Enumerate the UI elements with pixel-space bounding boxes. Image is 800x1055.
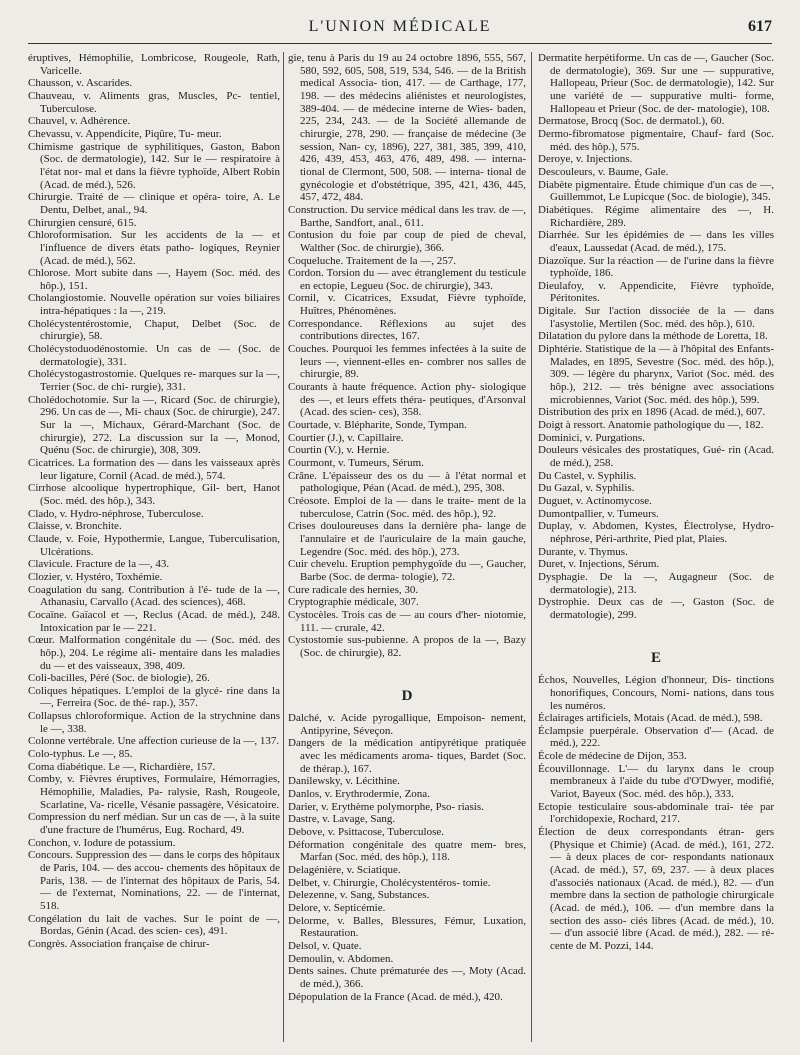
index-entry: Conchon, v. Iodure de potassium. — [28, 836, 176, 849]
index-entry: Cholécystogastrostomie. Quelques re- marques sur la —, Terrier (Soc. de chi- rurgie), 331. — [28, 368, 280, 394]
column-divider — [531, 52, 532, 1042]
index-entry: Crâne. L'épaisseur des os du — à l'état normal et pathologique, Péan (Acad. de méd.), 295, 308. — [288, 469, 526, 495]
index-entry: Dermatite herpétiforme. Un cas de —, Gaucher (Soc. de dermatologie), 369. Sur une — suppurative, Hallopeau, Prieur (Soc. de dermatologie), 142. Sur une variété de — suppurative multi- forme, Hallopeau et Prieur (Soc. de der- matologie), 108. — [538, 52, 774, 115]
index-entry: Correspondance. Réflexions au sujet des contributions directes, 167. — [288, 317, 526, 343]
index-entry: Darier, v. Erythème polymorphe, Pso- riasis. — [288, 800, 484, 813]
index-entry: Coma diabétique. Le —, Richardière, 157. — [28, 760, 216, 773]
index-entry: Diphtérie. Statistique de la — à l'hôpital des Enfants-Malades, en 1895, Sevestre (Soc. méd. des hôp.), 309. — légère du pharynx, Variot (Soc. méd. des hôp.), 212. — très bénigne avec associations microbiennes, Variot (Soc. méd. des hôp.), 599. — [538, 343, 774, 406]
index-entry: Cirrhose alcoolique hypertrophique, Gil- bert, Hanot (Soc. méd. des hôp.), 343. — [28, 482, 280, 507]
index-column-3 — [538, 52, 774, 953]
index-entry: Élection de deux correspondants étran- gers (Physique et Chimie) (Acad. de méd.), 161, 272. — à deux places de cor- respondants nationaux (Acad. de méd.), 57, 69, 237. — à deux places d'associés nationaux (Acad. de méd.), 82. — d'un membre dans la section de pathologie chirurgicale (Acad. de méd.), 106. — d'un membre dans la section des asso- ciés libres (Acad. de méd.), 10. — d'un associé libre (Acad. de méd.), 282. — ré- cente de M. Pozzi, 144. — [538, 826, 774, 952]
index-entry: Courmont, v. Tumeurs, Sérum. — [288, 457, 424, 469]
index-entry: Ectopie testiculaire sous-abdominale trai- tée par l'orchidopexie, Rochard, 217. — [538, 800, 774, 826]
index-entry: Dilatation du pylore dans la méthode de Loretta, 18. — [538, 330, 768, 343]
index-entry: Claude, v. Foie, Hypothermie, Langue, Tuberculisation, Ulcérations. — [28, 532, 280, 558]
index-entry: Descouleurs, v. Baume, Gale. — [538, 165, 669, 178]
index-entry: Courtier (J.), v. Capillaire. — [288, 431, 404, 444]
index-entry: Danilewsky, v. Lécithine. — [288, 775, 400, 788]
index-entry: Crises douloureuses dans la dernière pha- lange de l'annulaire et de l'auriculaire de la main gauche, Legendre (Soc. méd. des hôp.), 273. — [288, 520, 526, 558]
index-entry: Duplay, v. Abdomen, Kystes, Électrolyse, Hydro-néphrose, Péri-arthrite, Pied plat, Plaies. — [538, 520, 774, 545]
index-entry: Chirurgie. Traité de — clinique et opéra- toire, A. Le Dentu, Delbet, anal., 94. — [28, 191, 280, 216]
section-letter-e: E — [650, 649, 661, 666]
index-entry: Contusion du foie par coup de pied de cheval, Walther (Soc. de chirurgie), 366. — [288, 229, 526, 254]
index-entry: Courtin (V.), v. Hernie. — [288, 444, 390, 457]
index-entry: Courants à haute fréquence. Action phy- siologique des —, et leurs effets théra- peutiques, d'Arsonval (Acad. des scien- ces), 358. — [288, 381, 526, 419]
entry-list — [538, 674, 774, 952]
index-entry: École de médecine de Dijon, 353. — [538, 750, 687, 763]
index-entry: Construction. Du service médical dans les trav. de —, Barthe, Sandfort, anal., 611. — [288, 203, 526, 229]
index-entry: Chlorose. Mort subite dans —, Hayem (Soc. méd. des hôp.), 151. — [28, 267, 280, 292]
index-entry: Courtade, v. Blépharite, Sonde, Tympan. — [288, 419, 467, 432]
index-entry: éruptives, Hémophilie, Lombricose, Rougeole, Rath, Varicelle. — [28, 52, 280, 77]
index-entry: Dumontpallier, v. Tumeurs. — [538, 507, 659, 520]
index-entry: Cholédochotomie. Sur la —, Ricard (Soc. de chirurgie), 296. Un cas de —, Mi- chaux (Soc. de chirurgie), 247. Sur la —, Michaux, Gérard-Marchant (Soc. de chirurgie), 272. La discussion sur la —, Monod, Quénu (Soc. de chirurgie), 308, 309. — [28, 393, 280, 457]
index-entry: Coli-bacilles, Péré (Soc. de biologie), 26. — [28, 672, 210, 685]
index-entry: Delore, v. Septicémie. — [288, 902, 386, 914]
index-entry: Durante, v. Thymus. — [538, 545, 628, 558]
index-entry: Demoulin, v. Abdomen. — [288, 952, 394, 965]
index-entry: Deroye, v. Injections. — [538, 153, 633, 166]
index-entry: Dangers de la médication antipyrétique pratiquée avec les médicaments aroma- tiques, Bardet (Soc. de thérap.), 167. — [288, 737, 526, 775]
index-entry: Couches. Pourquoi les femmes infectées à la suite de leurs —, viennent-elles en- combrer nos salles de chirurgie, 89. — [288, 343, 526, 381]
index-entry: Digitale. Sur l'action dissociée de la — dans l'asystolie, Mertilen (Soc. méd. des hôp.), 610. — [538, 305, 774, 330]
index-entry: Créosote. Emploi de la — dans le traite- ment de la tuberculose, Catrin (Soc. méd. des hôp.), 92. — [288, 494, 526, 520]
index-entry: Chausson, v. Ascarides. — [28, 77, 133, 90]
index-entry: Écouvillonnage. L'— du larynx dans le croup membraneux à l'aide du tube d'O'Dwyer, modifié, Variot, Bayeux (Soc. méd. des hôp.), 333. — [538, 762, 774, 801]
journal-title: L'UNION MÉDICALE — [308, 18, 492, 35]
index-entry: Cholécystentérostomie, Chaput, Delbet (Soc. de chirurgie), 58. — [28, 317, 280, 343]
index-entry: Chimisme gastrique de syphilitiques, Gaston, Babon (Soc. de dermatologie), 142. Sur le — respiratoire à l'état nor- mal et dans la fièvre typhoïde, Albert Robin (Acad. de méd.), 526. — [28, 140, 280, 191]
index-entry: Colonne vertébrale. Une affection curieuse de la —, 137. — [28, 735, 280, 748]
index-entry: Cystocèles. Trois cas de — au cours d'her- niotomie, 111. — crurale, 42. — [288, 608, 526, 634]
index-entry: Chevassu, v. Appendicite, Piqûre, Tu- meur. — [28, 127, 222, 140]
index-entry: Collapsus chloroformique. Action de la strychnine dans le —, 338. — [28, 710, 280, 735]
index-column-2 — [288, 52, 526, 1003]
index-entry: Distribution des prix en 1896 (Acad. de méd.), 607. — [538, 406, 766, 419]
index-entry: Éclairages artificiels, Motais (Acad. de méd.), 598. — [538, 712, 763, 725]
index-entry: Coagulation du sang. Contribution à l'é- tude de la —, Athanasiu, Carvallo (Acad. des sciences), 468. — [28, 583, 280, 609]
index-entry: Dermo-fibromatose pigmentaire, Chauf- fard (Soc. méd. des hôp.), 575. — [538, 127, 774, 153]
index-entry: Diabétiques. Régime alimentaire des —, H. Richardière, 289. — [538, 203, 774, 229]
entry-list — [28, 52, 280, 951]
entry-list — [538, 52, 774, 622]
index-entry: Clado, v. Hydro-néphrose, Tuberculose. — [28, 507, 204, 520]
index-entry: Doigt à ressort. Anatomie pathologique du —, 182. — [538, 419, 764, 432]
index-entry: Douleurs vésicales des prostatiques, Gué- rin (Acad. de méd.), 258. — [538, 444, 774, 469]
entry-list — [288, 52, 526, 660]
index-entry: Du Gazal, v. Syphilis. — [538, 482, 635, 495]
index-entry: Colo-typhus. Le —, 85. — [28, 748, 133, 761]
index-entry: gie, tenu à Paris du 19 au 24 octobre 1896, 555, 567, 580, 592, 605, 508, 519, 534, 546. — de la British medical Associa- tion, 417. — de Carthage, 177, 198. — des médecins aliénistes et neurologistes, 389-404. — de médecine interne de Wies- baden, 225, 234, 243. — de la Société allemande de chirurgie, 278, 290. — française de médecine (3e session, Nan- cy, 1896), 227, 381, 385, 399, 410, 426, 439, 453, 463, 476, 489, 498. — interna- tional de Clermont, 500, 508. — interna- tional de gynécologie et d'obstétrique, 395, 421, 436, 445, 457, 472, 484. — [288, 52, 526, 204]
index-entry: Diarrhée. Sur les épidémies de — dans les villes d'eaux, Laussedat (Acad. de méd.), 175. — [538, 229, 774, 254]
index-entry: Dents saines. Chute prématurée des —, Moty (Acad. de méd.), 366. — [288, 965, 526, 990]
index-entry: Dermatose, Brocq (Soc. de dermatol.), 60. — [538, 115, 725, 128]
index-entry: Chauvel, v. Adhérence. — [28, 115, 131, 128]
index-entry: Delorme, v. Balles, Blessures, Fémur, Luxation, Restauration. — [288, 914, 526, 940]
index-entry: Diazoïque. Sur la réaction — de l'urine dans la fièvre typhoïde, 186. — [538, 254, 774, 280]
index-entry: Clavicule. Fracture de la —, 43. — [28, 558, 170, 571]
index-entry: Dysphagie. De la —, Augagneur (Soc. de dermatologie), 213. — [538, 570, 774, 596]
index-entry: Delezenne, v. Sang, Substances. — [288, 889, 430, 902]
index-entry: Du Castel, v. Syphilis. — [538, 469, 637, 482]
index-entry: Dystrophie. Deux cas de —, Gaston (Soc. de dermatologie), 299. — [538, 596, 774, 621]
index-entry: Congélation du lait de vaches. Sur le point de —, Bordas, Génin (Acad. des scien- ces), 491. — [28, 912, 280, 938]
page-header — [0, 18, 800, 40]
section-letter-d: D — [401, 687, 413, 704]
index-entry: Delsol, v. Quate. — [288, 939, 362, 952]
index-entry: Debove, v. Psittacose, Tuberculose. — [288, 826, 445, 839]
index-entry: Chloroformisation. Sur les accidents de la — et l'influence de divers états patho- logiques, Reynier (Acad. de méd.), 562. — [28, 229, 280, 267]
index-entry: Cocaïne. Gaïacol et —, Reclus (Acad. de méd.), 248. Intoxication par le — 221. — [28, 608, 280, 634]
index-entry: Delbet, v. Chirurgie, Cholécystentéros- tomie. — [288, 876, 491, 889]
index-entry: Coliques hépatiques. L'emploi de la glycé- rine dans la —, Ferreira (Soc. de thé- rap.), 357. — [28, 684, 280, 710]
index-entry: Cure radicale des hernies, 30. — [288, 583, 419, 596]
index-entry: Éclampsie puerpérale. Observation d'— (Acad. de méd.), 222. — [538, 724, 774, 750]
index-entry: Coqueluche. Traitement de la —, 257. — [288, 254, 457, 267]
index-entry: Dominici, v. Purgations. — [538, 431, 645, 444]
index-entry: Échos, Nouvelles, Légion d'honneur, Dis- tinctions honorifiques, Concours, Nomi- nations, dans tous les numéros. — [538, 674, 774, 712]
index-entry: Danlos, v. Erythrodermie, Zona. — [288, 788, 430, 801]
index-entry: Clozier, v. Hystéro, Toxhémie. — [28, 570, 163, 583]
index-entry: Cordon. Torsion du — avec étranglement du testicule en ectopie, Legueu (Soc. de chirurgie), 343. — [288, 267, 526, 292]
index-entry: Cornil, v. Cicatrices, Exsudat, Fièvre typhoïde, Huîtres, Phénomènes. — [288, 292, 526, 318]
index-entry: Duret, v. Injections, Sérum. — [538, 558, 660, 571]
index-entry: Cholécystoduodénostomie. Un cas de — (Soc. de dermatologie), 331. — [28, 343, 280, 368]
page-number: 617 — [748, 18, 772, 35]
index-column-1 — [28, 52, 280, 951]
index-entry: Cryptographie médicale, 307. — [288, 596, 419, 609]
index-entry: Cuir chevelu. Eruption pemphygoïde du —, Gaucher, Barbe (Soc. de derma- tologie), 72. — [288, 558, 526, 583]
index-entry: Cœur. Malformation congénitale du — (Soc. méd. des hôp.), 204. Le régime ali- mentaire dans les maladies du — et des vaisseaux, 398, 409. — [28, 634, 280, 672]
index-entry: Dalché, v. Acide pyrogallique, Empoison- nement, Antipyrine, Séveçon. — [288, 712, 526, 737]
header-rule — [28, 43, 772, 44]
index-entry: Cystostomie sus-pubienne. A propos de la —, Bazy (Soc. de chirurgie), 82. — [288, 634, 526, 659]
index-entry: Concours. Suppression des — dans le corps des hôpitaux de Paris, 104. — des accou- chements des hôpitaux de Paris, 138. — de l'internat des hôpitaux de Paris, 54. — de l'externat, Nominations, 22. — de l'internat, 518. — [28, 849, 280, 912]
index-entry: Compression du nerf médian. Sur un cas de —, à la suite d'une fracture de l'humérus, Eug. Rochard, 49. — [28, 811, 280, 837]
column-divider — [283, 52, 284, 1042]
index-entry: Dieulafoy, v. Appendicite, Fièvre typhoïde, Péritonites. — [538, 279, 774, 305]
index-entry: Duguet, v. Actinomycose. — [538, 494, 652, 507]
index-entry: Dastre, v. Lavage, Sang. — [288, 813, 396, 826]
index-entry: Claisse, v. Bronchite. — [28, 520, 122, 533]
index-entry: Comby, v. Fièvres éruptives, Formulaire, Hémorragies, Hémophilie, Maladies, Pa- ralysie, Rash, Rougeole, Scarlatine, Va- ricelle, Vésanie passagère, Vésicatoire. — [28, 773, 280, 811]
entry-list — [288, 712, 526, 1003]
index-entry: Chirurgien censuré, 615. — [28, 216, 137, 229]
index-entry: Déformation congénitale des quatre mem- bres, Marfan (Soc. méd. des hôp.), 118. — [288, 838, 526, 864]
index-entry: Congrès. Association française de chirur- — [28, 937, 210, 950]
index-entry: Dépopulation de la France (Acad. de méd.), 420. — [288, 990, 503, 1003]
index-entry: Cicatrices. La formation des — dans les vaisseaux après leur ligature, Cornil (Acad. de méd.), 574. — [28, 457, 280, 482]
index-entry: Diabète pigmentaire. Étude chimique d'un cas de —, Guillemmot, Le Lupicque (Soc. de biologie), 345. — [538, 178, 774, 204]
index-entry: Chauveau, v. Aliments gras, Muscles, Pc- tentiel, Tuberculose. — [28, 89, 280, 115]
index-entry: Cholangiostomie. Nouvelle opération sur voies biliaires intra-hépatiques : la —, 219. — [28, 292, 280, 318]
index-entry: Delagénière, v. Sciatique. — [288, 864, 401, 877]
